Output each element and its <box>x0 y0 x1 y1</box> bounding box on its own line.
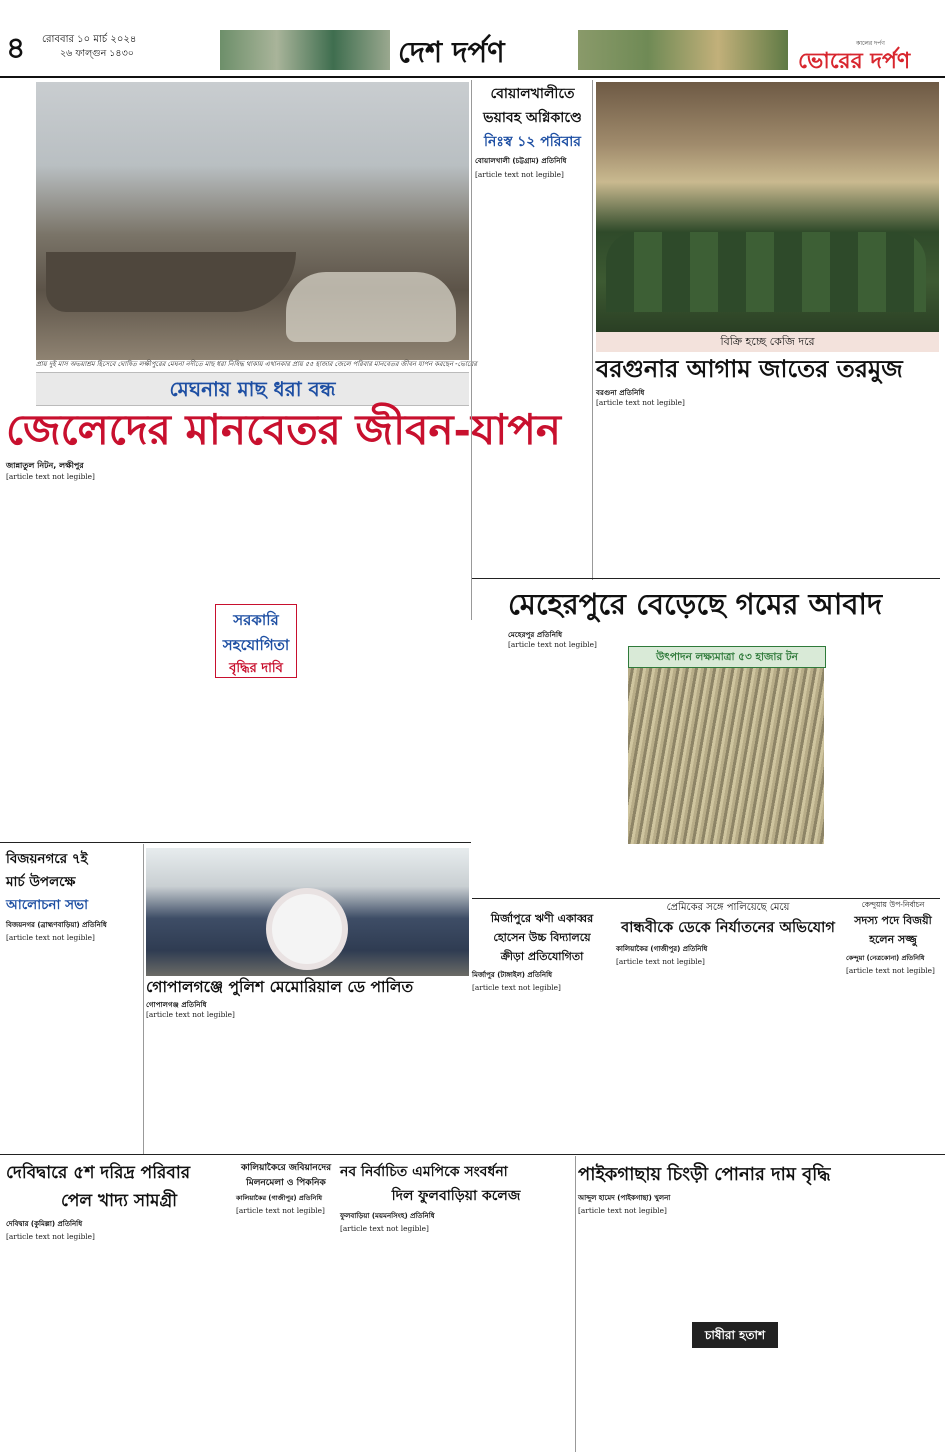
melon-headline: বরগুনার আগাম জাতের তরমুজ <box>596 354 903 383</box>
election-headline-1: সদস্য পদে বিজয়ী <box>854 914 932 927</box>
kaliakair-byline: কালিয়াকৈর (গাজীপুর) প্রতিনিধি <box>236 1194 323 1202</box>
rule-horizontal-a <box>472 578 940 579</box>
wheat-sub-banner-text: উৎপাদন লক্ষ্যমাত্রা ৫৩ হাজার টন <box>656 651 798 663</box>
vijay-headline-1: বিজয়নগরে ৭ই <box>6 851 88 867</box>
kaliakair-story <box>236 1160 336 1450</box>
police-photo <box>146 848 469 976</box>
photo-boat-shape <box>46 252 296 312</box>
shrimp-byline: আব্দুল হামেদ (পাইকগাছা) খুলনা <box>578 1194 671 1202</box>
fire-body: [article text not legible] <box>475 170 564 179</box>
wheat-sub-banner <box>628 646 826 668</box>
melon-body-col3 <box>828 398 936 570</box>
mirzapur-body: [article text not legible] <box>472 983 561 992</box>
wheat-body-left: [article text not legible] <box>508 640 597 649</box>
mp-story <box>340 1160 572 1450</box>
rule-horizontal-c <box>472 898 940 899</box>
police-body-col2 <box>310 1010 468 1140</box>
election-kicker: কেন্দুয়ায় উপ-নির্বাচন <box>861 900 925 909</box>
fire-headline-1: বোয়ালখালীতে <box>490 86 575 102</box>
fishing-kicker: মেঘনায় মাছ ধরা বন্ধ <box>169 377 336 401</box>
police-byline: গোপালগঞ্জ প্রতিনিধি <box>146 1000 207 1009</box>
fishing-photo-caption: প্রায় দুই মাস অভয়াশ্রম হিসেবে ঘোষিত লক্ষীপুরের মেঘনা নদীতে মাছ ধরা নিষিদ্ধ থাকায় এখানকার প্রায় ৫৫ হাজার জেলে পরিবার মানবেতর জীবন যাপন করছেন -ভোরের <box>36 360 477 368</box>
mirzapur-byline: মির্জাপুর (টাঙ্গাইল) প্রতিনিধি <box>472 971 553 979</box>
photo-wreath <box>266 888 348 970</box>
rule-vertical-d <box>575 1156 576 1452</box>
mp-headline-2: দিল ফুলবাড়িয়া কলেজ <box>391 1188 521 1204</box>
page-number: ৪ <box>6 31 26 66</box>
shrimp-sub-banner-text: চাষীরা হতাশ <box>704 1328 766 1342</box>
fishing-byline: জান্নাতুল নিটন, লক্ষীপুর <box>6 461 84 470</box>
wheat-photo <box>628 668 824 844</box>
date-line-2: ২৬ ফাল্গুন ১৪৩০ <box>60 48 134 59</box>
sidebar-line-2: সহযোগিতা <box>222 636 290 654</box>
photo-net-pile <box>286 272 456 342</box>
masthead <box>0 0 945 78</box>
melon-photo <box>596 82 939 332</box>
brand-logo: ভোরের দর্পণ <box>798 48 911 74</box>
kaliakair-body: [article text not legible] <box>236 1206 325 1215</box>
vijay-headline-2: মার্চ উপলক্ষে <box>6 874 76 890</box>
melon-caption-band <box>596 332 939 352</box>
fire-headline-3: নিঃস্ব ১২ পরিবার <box>483 134 582 150</box>
rule-vertical-a <box>471 80 472 620</box>
rule-horizontal-d <box>0 1154 945 1155</box>
fire-headline-2: ভয়াবহ অগ্নিকাণ্ডে <box>483 110 582 126</box>
melon-body-col1: [article text not legible] <box>596 398 685 407</box>
election-body: [article text not legible] <box>846 966 935 975</box>
wheat-body-right <box>830 640 938 860</box>
fishing-body-col3 <box>302 472 444 832</box>
date-line: রোববার ১০ মার্চ ২০২৪ <box>42 34 137 45</box>
debidwar-body: [article text not legible] <box>6 1232 95 1241</box>
police-headline: গোপালগঞ্জে পুলিশ মেমোরিয়াল ডে পালিত <box>146 977 414 996</box>
mp-byline: ফুলবাড়িয়া (ময়মনসিংহ) প্রতিনিধি <box>340 1212 435 1220</box>
wheat-headline: মেহেরপুরে বেড়েছে গমের আবাদ <box>508 587 883 621</box>
wheat-byline: মেহেরপুর প্রতিনিধি <box>508 630 563 639</box>
girl-story <box>616 900 840 1150</box>
mirzapur-story <box>472 910 612 1150</box>
rule-horizontal-b <box>0 842 471 843</box>
kaliakair-headline-1: কালিয়াকৈরে জবিয়ানদের <box>240 1163 332 1173</box>
election-byline: কেন্দুয়া (নেত্রকোনা) প্রতিনিধি <box>846 954 925 962</box>
fire-story <box>475 82 590 622</box>
shrimp-headline: পাইকগাছায় চিংড়ী পোনার দাম বৃদ্ধি <box>578 1164 831 1185</box>
section-title: দেশ দর্পণ <box>398 35 505 69</box>
vijay-story <box>6 848 142 1193</box>
fishing-kicker-banner <box>36 372 469 406</box>
girl-kicker: প্রেমিকের সঙ্গে পালিয়েছে মেয়ে <box>666 902 790 913</box>
brand-small: কালের দর্পণ <box>856 40 885 47</box>
girl-body: [article text not legible] <box>616 957 705 966</box>
masthead-rule <box>0 76 945 78</box>
debidwar-headline-2: পেল খাদ্য সামগ্রী <box>60 1191 178 1211</box>
debidwar-headline-1: দেবিদ্বারে ৫শ দরিদ্র পরিবার <box>6 1163 191 1183</box>
girl-headline: বান্ধবীকে ডেকে নির্যাতনের অভিযোগ <box>621 919 835 936</box>
melon-caption: বিক্রি হচ্ছে কেজি দরে <box>720 335 815 348</box>
rule-vertical-b <box>592 80 593 580</box>
shrimp-story <box>578 1160 940 1450</box>
kaliakair-headline-2: মিলনমেলা ও পিকনিক <box>246 1178 326 1188</box>
masthead-left-photo-strip <box>220 30 390 70</box>
election-story <box>846 900 940 1150</box>
debidwar-byline: দেবিদ্বার (কুমিল্লা) প্রতিনিধি <box>6 1220 83 1228</box>
vijay-body: [article text not legible] <box>6 933 95 942</box>
melon-body-col2 <box>712 398 820 570</box>
shrimp-sub-banner <box>692 1322 778 1348</box>
masthead-right-photo-strip <box>578 30 788 70</box>
mirzapur-headline-3: ক্রীড়া প্রতিযোগিতা <box>500 950 584 963</box>
girl-byline: কালিয়াকৈর (গাজীপুর) প্রতিনিধি <box>616 945 708 953</box>
mp-headline-1: নব নির্বাচিত এমপিকে সংবর্ধনা <box>340 1164 508 1180</box>
fishing-photo <box>36 82 469 360</box>
rule-vertical-c <box>143 844 144 1154</box>
sidebar-line-1: সরকারি <box>233 611 279 629</box>
police-body-col1: [article text not legible] <box>146 1010 235 1019</box>
mp-body: [article text not legible] <box>340 1224 429 1233</box>
vijay-headline-3: আলোচনা সভা <box>6 897 88 913</box>
fishing-sidebar-box <box>215 604 297 678</box>
fishing-body-col1: [article text not legible] <box>6 472 95 481</box>
election-headline-2: হলেন সজ্জু <box>869 933 917 946</box>
fire-byline: বোয়ালখালী (চট্টগ্রাম) প্রতিনিধি <box>475 156 567 165</box>
mirzapur-headline-1: মির্জাপুরে ঋণী একাব্বর <box>490 912 594 925</box>
debidwar-story <box>6 1160 232 1450</box>
mirzapur-headline-2: হোসেন উচ্চ বিদ্যালয়ে <box>493 931 591 944</box>
sidebar-line-3: বৃদ্ধির দাবি <box>229 661 283 676</box>
fishing-body-col2 <box>154 472 296 592</box>
shrimp-body: [article text not legible] <box>578 1206 667 1215</box>
fishing-headline: জেলেদের মানবেতর জীবন-যাপন <box>6 405 561 454</box>
photo-melon-row <box>606 232 926 312</box>
melon-byline: বরগুনা প্রতিনিধি <box>596 388 645 397</box>
vijay-byline: বিজয়নগর (ব্রাহ্মণবাড়িয়া) প্রতিনিধি <box>6 921 107 929</box>
wheat-body-bottom <box>628 848 938 898</box>
